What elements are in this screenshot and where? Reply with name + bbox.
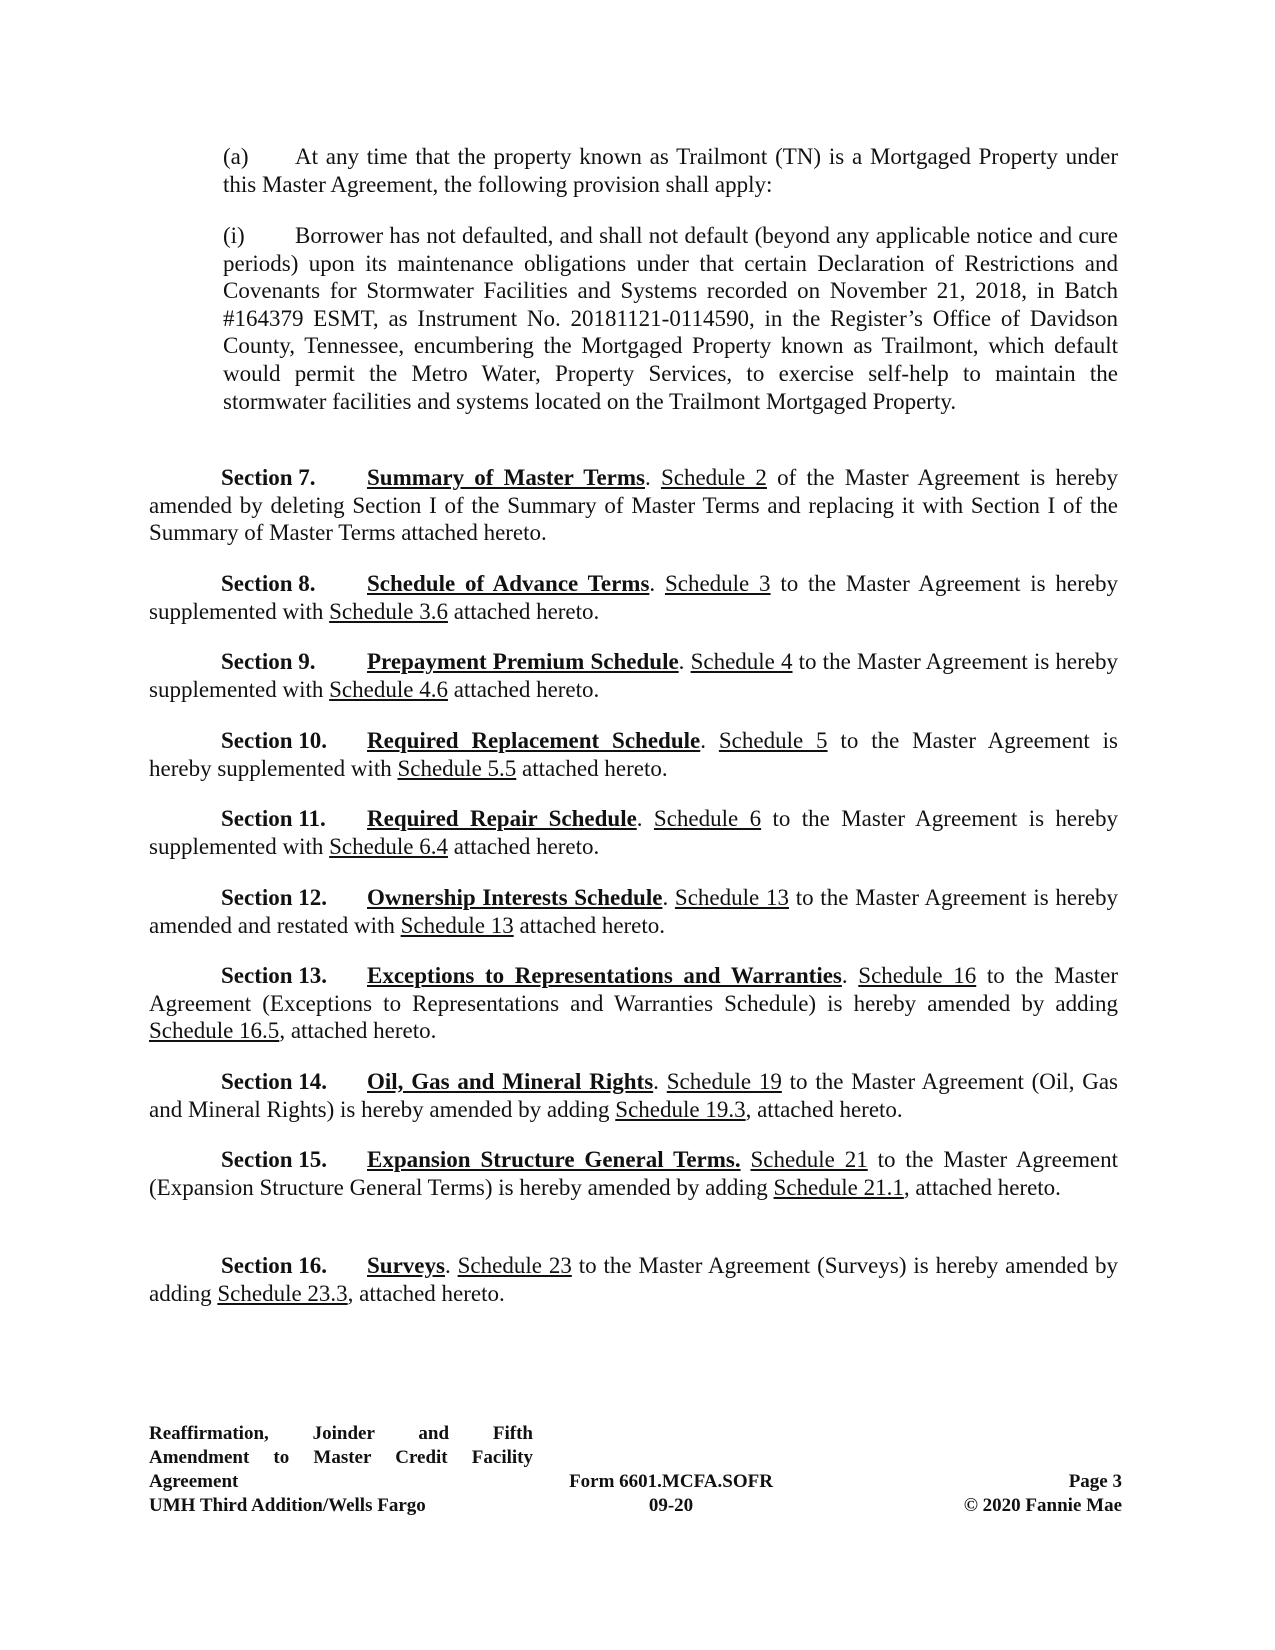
section-16-title: Surveys bbox=[367, 1253, 445, 1278]
section-7-title: Summary of Master Terms bbox=[367, 465, 645, 490]
section-16-schedule-ref: Schedule 23 bbox=[457, 1253, 572, 1278]
footer-title-line-2: Amendment to Master Credit Facility bbox=[149, 1447, 533, 1468]
section-14-tail: , attached hereto. bbox=[745, 1096, 903, 1122]
section-14-attached-ref: Schedule 19.3 bbox=[615, 1096, 746, 1122]
section-11-number: Section 11. bbox=[221, 806, 326, 831]
section-11-title: Required Repair Schedule bbox=[367, 806, 637, 831]
footer-title-line-1: Reaffirmation, Joinder and Fifth bbox=[149, 1423, 533, 1444]
section-13-title: Exceptions to Representations and Warranties bbox=[367, 963, 842, 988]
section-14-number: Section 14. bbox=[221, 1069, 328, 1094]
section-13-punct: . bbox=[841, 963, 859, 988]
section-15-title: Expansion Structure General Terms. bbox=[367, 1147, 741, 1172]
footer-form-date: 09-20 bbox=[648, 1495, 694, 1516]
footer-title-line-3: Agreement bbox=[149, 1471, 239, 1492]
section-12-attached-ref: Schedule 13 bbox=[400, 912, 514, 938]
section-13-tail: , attached hereto. bbox=[279, 1018, 437, 1044]
section-12-text: to the Master Agreement is hereby amended and restated with bbox=[149, 885, 1118, 938]
paragraph-i-label: (i) bbox=[223, 223, 245, 248]
paragraph-a-label: (a) bbox=[223, 144, 249, 169]
section-7-punct: . bbox=[645, 465, 661, 490]
section-15 bbox=[149, 1146, 1118, 1201]
section-8-text: to the Master Agreement is hereby supplemented with bbox=[149, 571, 1118, 624]
section-13-schedule-ref: Schedule 16 bbox=[858, 963, 977, 988]
section-12-punct: . bbox=[662, 885, 675, 910]
section-16-text: to the Master Agreement (Surveys) is hereby amended by adding bbox=[149, 1253, 1119, 1306]
section-14-schedule-ref: Schedule 19 bbox=[666, 1069, 782, 1094]
section-9-number: Section 9. bbox=[221, 649, 316, 674]
section-8-title: Schedule of Advance Terms bbox=[367, 571, 650, 596]
section-10-attached-ref: Schedule 5.5 bbox=[397, 755, 517, 781]
section-7-text: of the Master Agreement is hereby amended by deleting Section I of the Summary of Master Terms and replacing it with Section I of the Summary of Master Terms attached hereto. bbox=[149, 465, 1119, 546]
footer-page-info bbox=[900, 1470, 1122, 1518]
section-11-text: to the Master Agreement is hereby supplemented with bbox=[149, 806, 1119, 859]
section-14-punct: . bbox=[653, 1069, 667, 1094]
section-9 bbox=[149, 648, 1118, 703]
paragraph-i-text: Borrower has not defaulted, and shall not default (beyond any applicable notice and cure periods) upon its maintenance obligations under that certain Declaration of Restrictions and Covenants for Stormwater Facilities and Systems recorded on November 21, 2018, in Batch #164379 ESMT, as Instrument No. 20181121-0114590, in the Register’s Office of Davidson County, Tennessee, encumbering the Mortgaged Property known as Trailmont, which default would permit the Metro Water, Property Services, to exercise self-help to maintain the stormwater facilities and systems located on the Trailmont Mortgaged Property. bbox=[223, 223, 1118, 414]
section-16-punct: . bbox=[444, 1253, 458, 1278]
section-16-number: Section 16. bbox=[221, 1253, 328, 1278]
section-8-tail: attached hereto. bbox=[447, 598, 600, 624]
section-7-number: Section 7. bbox=[221, 465, 316, 490]
section-12 bbox=[149, 884, 1118, 939]
section-10-title: Required Replacement Schedule bbox=[367, 728, 701, 753]
section-14-text: to the Master Agreement (Oil, Gas and Mineral Rights) is hereby amended by adding bbox=[149, 1069, 1119, 1122]
footer-document-title bbox=[149, 1422, 533, 1518]
footer-form-number: Form 6601.MCFA.SOFR bbox=[569, 1471, 773, 1492]
section-9-punct: . bbox=[678, 649, 691, 674]
section-13-number: Section 13. bbox=[221, 963, 328, 988]
section-15-schedule-ref: Schedule 21 bbox=[750, 1147, 868, 1172]
section-16-attached-ref: Schedule 23.3 bbox=[217, 1280, 348, 1306]
section-9-title: Prepayment Premium Schedule bbox=[367, 649, 679, 674]
section-15-attached-ref: Schedule 21.1 bbox=[773, 1174, 904, 1200]
section-16 bbox=[149, 1252, 1118, 1307]
section-9-schedule-ref: Schedule 4 bbox=[690, 649, 793, 674]
section-9-attached-ref: Schedule 4.6 bbox=[329, 676, 448, 702]
section-10-number: Section 10. bbox=[221, 728, 328, 753]
section-11-attached-ref: Schedule 6.4 bbox=[329, 833, 448, 859]
footer-title-line-4: UMH Third Addition/Wells Fargo bbox=[149, 1495, 426, 1516]
copyright: © 2020 Fannie Mae bbox=[963, 1495, 1122, 1516]
section-12-number: Section 12. bbox=[221, 885, 328, 910]
section-11-schedule-ref: Schedule 6 bbox=[653, 806, 762, 831]
section-7 bbox=[149, 464, 1118, 547]
section-8-number: Section 8. bbox=[221, 571, 316, 596]
section-10-punct: . bbox=[700, 728, 719, 753]
section-11 bbox=[149, 805, 1118, 860]
section-8-punct: . bbox=[649, 571, 665, 596]
section-15-text: to the Master Agreement (Expansion Structure General Terms) is hereby amended by adding bbox=[149, 1147, 1119, 1200]
section-8 bbox=[149, 570, 1118, 625]
section-15-punct bbox=[741, 1147, 751, 1172]
section-9-tail: attached hereto. bbox=[447, 676, 600, 702]
section-11-tail: attached hereto. bbox=[447, 833, 600, 859]
section-12-title: Ownership Interests Schedule bbox=[367, 885, 663, 910]
section-14 bbox=[149, 1068, 1118, 1123]
paragraph-i bbox=[223, 222, 1118, 415]
section-13 bbox=[149, 962, 1118, 1045]
section-10 bbox=[149, 727, 1118, 782]
section-12-tail: attached hereto. bbox=[513, 912, 666, 938]
section-8-attached-ref: Schedule 3.6 bbox=[329, 598, 448, 624]
section-9-text: to the Master Agreement is hereby supplemented with bbox=[149, 649, 1119, 702]
section-13-attached-ref: Schedule 16.5 bbox=[149, 1018, 280, 1044]
section-13-text: to the Master Agreement (Exceptions to Representations and Warranties Schedule) is hereby amended by adding bbox=[149, 963, 1119, 1016]
section-10-text: to the Master Agreement is hereby supplemented with bbox=[149, 728, 1119, 781]
paragraph-a-text: At any time that the property known as Trailmont (TN) is a Mortgaged Property under this Master Agreement, the following provision shall apply: bbox=[223, 144, 1118, 197]
section-15-tail: , attached hereto. bbox=[903, 1174, 1061, 1200]
section-10-tail: attached hereto. bbox=[516, 755, 668, 781]
section-14-title: Oil, Gas and Mineral Rights bbox=[367, 1069, 654, 1094]
section-15-number: Section 15. bbox=[221, 1147, 328, 1172]
paragraph-a bbox=[223, 143, 1118, 198]
section-11-punct: . bbox=[636, 806, 654, 831]
section-7-schedule-ref: Schedule 2 bbox=[660, 465, 767, 490]
section-16-tail: , attached hereto. bbox=[347, 1280, 505, 1306]
page-number: Page 3 bbox=[1068, 1471, 1122, 1492]
section-10-schedule-ref: Schedule 5 bbox=[718, 728, 828, 753]
section-8-schedule-ref: Schedule 3 bbox=[664, 571, 771, 596]
footer-form-info bbox=[540, 1470, 802, 1518]
section-12-schedule-ref: Schedule 13 bbox=[674, 885, 789, 910]
